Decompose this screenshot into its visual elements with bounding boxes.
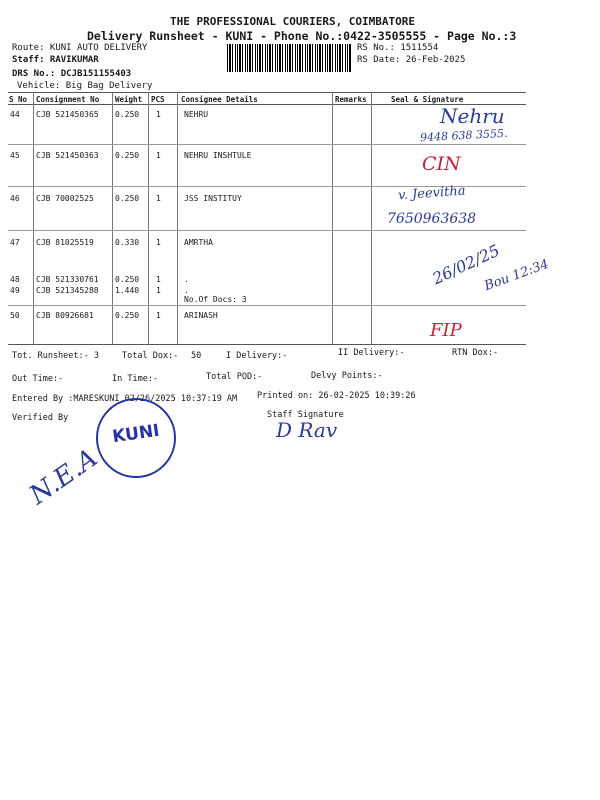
signature-row-46: v. Jeevitha xyxy=(397,183,466,204)
vehicle-label: Vehicle: Big Bag Delivery xyxy=(17,81,153,91)
staff-signature: D Rav xyxy=(276,418,338,442)
delvy-points: Delvy Points:- xyxy=(311,371,383,381)
row-47-consignment: CJB 81025519 xyxy=(36,238,94,247)
signature-row-44: Nehru xyxy=(440,104,505,128)
col-header-consignee: Consignee Details xyxy=(181,95,258,104)
printed-on: Printed on: 26-02-2025 10:39:26 xyxy=(257,391,416,401)
row-45-weight: 0.250 xyxy=(115,151,140,160)
row-44-consignee: NEHRU xyxy=(184,110,209,119)
row-50-sno: 50 xyxy=(10,311,20,320)
col-header-consignment: Consignment No xyxy=(36,95,100,104)
row-44-weight: 0.250 xyxy=(115,110,140,119)
row-rule xyxy=(8,305,526,306)
total-dox-label: Total Dox:- xyxy=(122,351,179,361)
table-top-rule xyxy=(8,92,526,93)
row-47-pcs: 1 xyxy=(156,238,161,247)
total-pod: Total POD:- xyxy=(206,372,263,382)
signature-row-50: FIP xyxy=(430,320,462,341)
signature-row-47-b: Bou 12:34 xyxy=(482,256,551,295)
row-45-consignee: NEHRU INSHTULE xyxy=(184,151,252,160)
row-47-consignee: AMRTHA xyxy=(184,238,213,247)
company-name: THE PROFESSIONAL COURIERS, COIMBATORE xyxy=(170,15,416,28)
row-48-consignment: CJB 521330761 xyxy=(36,275,99,284)
row-rule xyxy=(8,144,526,145)
rtn-dox: RTN Dox:- xyxy=(452,348,499,358)
stamp-label: KUNI xyxy=(111,420,161,448)
row-49-pcs: 1 xyxy=(156,286,161,295)
row-rule xyxy=(8,230,526,231)
signature-row-45: CIN xyxy=(422,153,461,175)
row-46-consignee: JSS INSTITUY xyxy=(184,194,242,203)
tot-runsheet: Tot. Runsheet:- 3 xyxy=(12,351,99,361)
col-divider xyxy=(371,92,372,344)
row-44-pcs: 1 xyxy=(156,110,161,119)
row-50-consignment: CJB 80926681 xyxy=(36,311,94,320)
handwritten-phone-44: 9448 638 3555. xyxy=(419,126,508,145)
row-48-consignee: . xyxy=(184,275,189,284)
row-46-weight: 0.250 xyxy=(115,194,140,203)
out-time: Out Time:- xyxy=(12,374,64,384)
row-49-sno: 49 xyxy=(10,286,20,295)
row-48-pcs: 1 xyxy=(156,275,161,284)
row-50-weight: 0.250 xyxy=(115,311,140,320)
row-46-sno: 46 xyxy=(10,194,20,203)
row-50-consignee: ARINASH xyxy=(184,311,218,320)
rs-number: RS No.: 1511554 xyxy=(357,43,439,53)
runsheet-title: Delivery Runsheet - KUNI - Phone No.:0422-3505555 - Page No.:3 xyxy=(87,29,517,43)
col-header-weight: Weight xyxy=(115,95,143,104)
col-divider xyxy=(148,92,149,344)
entered-by: Entered By :MARESKUNI 02/26/2025 10:37:19 AM xyxy=(12,394,238,404)
row-47-weight: 0.330 xyxy=(115,238,140,247)
col-divider xyxy=(112,92,113,344)
route-label: Route: KUNI AUTO DELIVERY xyxy=(12,43,148,53)
rs-date: RS Date: 26-Feb-2025 xyxy=(357,55,466,65)
row-49-weight: 1.440 xyxy=(115,286,140,295)
drs-number: DRS No.: DCJB151155403 xyxy=(12,69,132,79)
row-49-consignee: . xyxy=(184,286,189,295)
row-45-consignment: CJB 521450363 xyxy=(36,151,99,160)
col-header-pcs: PCS xyxy=(151,95,165,104)
table-bottom-rule xyxy=(8,344,526,345)
row-49-consignment: CJB 521345288 xyxy=(36,286,99,295)
row-48-weight: 0.250 xyxy=(115,275,140,284)
in-time: In Time:- xyxy=(112,374,159,384)
row-44-consignment: CJB 521450365 xyxy=(36,110,99,119)
staff-label: Staff: RAVIKUMAR xyxy=(12,55,99,65)
barcode-image xyxy=(227,44,352,72)
col-header-sno: S No xyxy=(9,95,28,104)
row-46-consignment: CJB 70002525 xyxy=(36,194,94,203)
col-header-seal: Seal & Signature xyxy=(391,95,464,104)
row-50-pcs: 1 xyxy=(156,311,161,320)
total-dox-value: 50 xyxy=(191,351,202,361)
row-46-pcs: 1 xyxy=(156,194,161,203)
row-47-sno: 47 xyxy=(10,238,20,247)
col-divider xyxy=(33,92,34,344)
verified-by-label: Verified By xyxy=(12,413,69,423)
row-48-sno: 48 xyxy=(10,275,20,284)
col-divider xyxy=(332,92,333,344)
col-divider xyxy=(177,92,178,344)
staff-signature-label: Staff Signature xyxy=(267,410,344,420)
handwritten-phone-46: 7650963638 xyxy=(387,211,477,227)
i-delivery: I Delivery:- xyxy=(226,351,288,361)
ii-delivery: II Delivery:- xyxy=(338,348,405,358)
row-45-pcs: 1 xyxy=(156,151,161,160)
verified-signature: N.E.A xyxy=(24,443,104,511)
row-44-sno: 44 xyxy=(10,110,20,119)
col-header-remarks: Remarks xyxy=(335,95,367,104)
signature-row-47: 26/02/25 xyxy=(429,240,503,289)
row-45-sno: 45 xyxy=(10,151,20,160)
no-of-docs: No.Of Docs: 3 xyxy=(184,295,247,304)
kuni-stamp xyxy=(96,398,176,478)
